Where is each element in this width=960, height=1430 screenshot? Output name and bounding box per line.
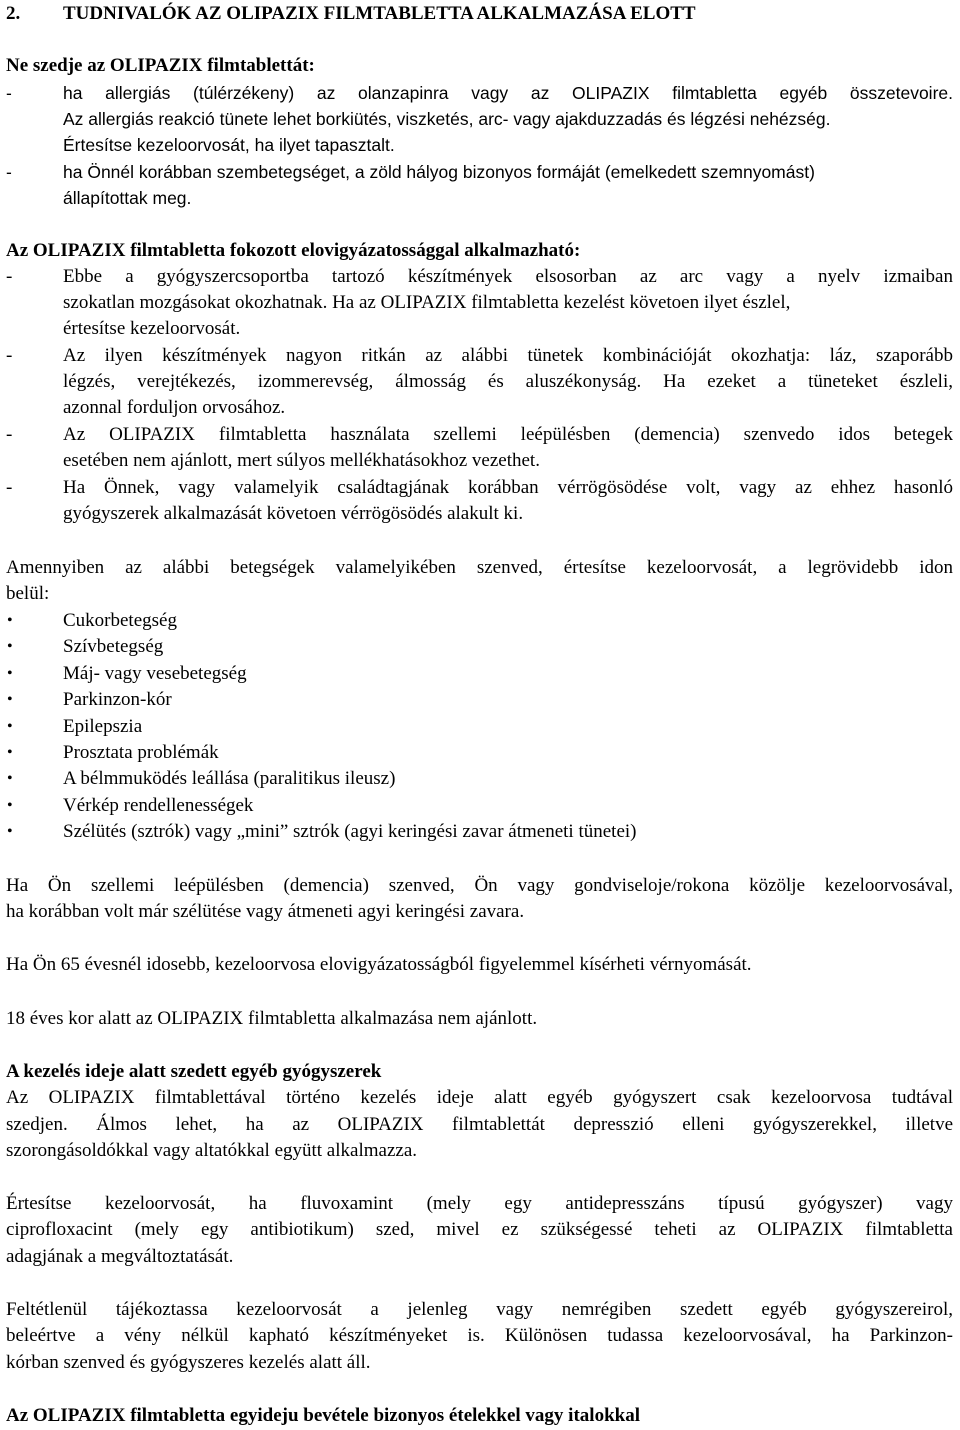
elderly-note: Ha Ön 65 évesnél idosebb, kezeloorvosa elovigyázatosságból figyelemmel kísérheti vérnyomását. xyxy=(6,954,752,975)
bullet-icon: • xyxy=(7,797,13,814)
section-number: 2. xyxy=(6,3,21,24)
condition-item: Máj- vagy vesebetegség xyxy=(63,663,247,684)
caution-item-2-line-3: azonnal forduljon orvosához. xyxy=(63,397,286,418)
not-take-heading: Ne szedje az OLIPAZIX filmtablettát: xyxy=(6,55,315,76)
condition-item: Prosztata problémák xyxy=(63,742,219,763)
other-meds-heading: A kezelés ideje alatt szedett egyéb gyógyszerek xyxy=(6,1061,382,1082)
conditions-intro-line-2: belül: xyxy=(6,583,50,604)
bullet-icon: • xyxy=(7,823,13,840)
condition-item: Szívbetegség xyxy=(63,636,164,657)
dementia-line-2: ha korábban volt már szélütése vagy átmeneti agyi keringési zavara. xyxy=(6,901,525,922)
other-meds-p3-line-3: kórban szenved és gyógyszeres kezelés alatt áll. xyxy=(6,1352,371,1373)
not-take-item-1-line-2: Az allergiás reakció tünete lehet borkiütés, viszketés, arc- vagy ajakduzzadás és légzési nehézség. xyxy=(63,109,831,129)
not-take-item-2-line-1: ha Önnél korábban szembetegséget, a zöld hályog bizonyos formáját (emelkedett szemnyomást) xyxy=(63,162,815,182)
other-meds-p3-line-2: beleértve a vény nélkül kapható készítményeket is. Különösen tudassa kezeloorvosával, ha Parkinzon- xyxy=(6,1325,953,1346)
caution-item-4-line-1: Ha Önnek, vagy valamelyik családtagjának korábban vérrögösödése volt, vagy az ehhez hasonló xyxy=(63,477,953,498)
caution-item-2-line-1: Az ilyen készítmények nagyon ritkán az alábbi tünetek kombinációját okozhatja: láz, szaporább xyxy=(63,345,953,366)
condition-item: Vérkép rendellenességek xyxy=(63,795,254,816)
list-marker: - xyxy=(6,424,13,445)
caution-item-1-line-1: Ebbe a gyógyszercsoportba tartozó készítmények elsosorban az arc vagy a nyelv izmaiban xyxy=(63,266,953,287)
caution-item-1-line-3: értesítse kezeloorvosát. xyxy=(63,318,241,339)
other-meds-p1-line-2: szedjen. Álmos lehet, ha az OLIPAZIX filmtablettát depresszió elleni gyógyszerekkel, illetve xyxy=(6,1114,953,1135)
bullet-icon: • xyxy=(7,612,13,629)
section-header xyxy=(0,0,960,28)
condition-item: A bélmmuködés leállása (paralitikus ileusz) xyxy=(63,768,396,789)
under-18-note: 18 éves kor alatt az OLIPAZIX filmtabletta alkalmazása nem ajánlott. xyxy=(6,1008,538,1029)
caution-item-4-line-2: gyógyszerek alkalmazását követoen vérrögösödés alakult ki. xyxy=(63,503,524,524)
list-marker: - xyxy=(6,345,13,366)
list-marker: - xyxy=(6,162,12,182)
condition-item: Epilepszia xyxy=(63,716,143,737)
other-meds-p2-line-3: adagjának a megváltoztatását. xyxy=(6,1246,234,1267)
condition-item: Szélütés (sztrók) vagy „mini” sztrók (agyi keringési zavar átmeneti tünetei) xyxy=(63,821,637,842)
caution-item-3-line-2: esetében nem ajánlott, mert súlyos mellékhatásokhoz vezethet. xyxy=(63,450,540,471)
list-marker: - xyxy=(6,477,13,498)
caution-item-2-line-2: légzés, verejtékezés, izommerevség, álmosság és aluszékonyság. Ha ezeket a tüneteket észleli, xyxy=(63,371,953,392)
list-marker: - xyxy=(6,266,13,287)
caution-item-3-line-1: Az OLIPAZIX filmtabletta használata szellemi leépülésben (demencia) szenvedo idos betegek xyxy=(63,424,953,445)
not-take-item-2-line-2: állapítottak meg. xyxy=(63,188,192,208)
dementia-line-1: Ha Ön szellemi leépülésben (demencia) szenved, Ön vagy gondviseloje/rokona közölje kezeloorvosával, xyxy=(6,875,953,896)
other-meds-p2-line-1: Értesítse kezeloorvosát, ha fluvoxamint (mely egy antidepresszáns típusú gyógyszer) vagy xyxy=(6,1193,953,1214)
condition-item: Cukorbetegség xyxy=(63,610,177,631)
list-marker: - xyxy=(6,83,12,103)
caution-heading: Az OLIPAZIX filmtabletta fokozott elovigyázatossággal alkalmazható: xyxy=(6,240,581,261)
section-title: TUDNIVALÓK AZ OLIPAZIX FILMTABLETTA ALKALMAZÁSA ELOTT xyxy=(63,3,696,24)
bullet-icon: • xyxy=(7,718,13,735)
other-meds-p1-line-3: szorongásoldókkal vagy altatókkal együtt alkalmazza. xyxy=(6,1140,417,1161)
caution-item-1-line-2: szokatlan mozgásokat okozhatnak. Ha az OLIPAZIX filmtabletta kezelést követoen ilyet észlel, xyxy=(63,292,791,313)
bullet-icon: • xyxy=(7,744,13,761)
not-take-item-1-line-1: ha allergiás (túlérzékeny) az olanzapinra vagy az OLIPAZIX filmtabletta egyéb összetevoire. xyxy=(63,83,953,103)
other-meds-p3-line-1: Feltétlenül tájékoztassa kezeloorvosát a jelenleg vagy nemrégiben szedett egyéb gyógyszereirol, xyxy=(6,1299,953,1320)
food-heading: Az OLIPAZIX filmtabletta egyideju bevétele bizonyos ételekkel vagy italokkal xyxy=(6,1405,640,1426)
bullet-icon: • xyxy=(7,665,13,682)
not-take-item-1-line-3: Értesítse kezeloorvosát, ha ilyet tapasztalt. xyxy=(63,135,395,155)
other-meds-p1-line-1: Az OLIPAZIX filmtablettával történo kezelés ideje alatt egyéb gyógyszert csak kezeloorvosa tudtával xyxy=(6,1087,953,1108)
bullet-icon: • xyxy=(7,770,13,787)
bullet-icon: • xyxy=(7,638,13,655)
other-meds-p2-line-2: ciprofloxacint (mely egy antibiotikum) szed, mivel ez szükségessé teheti az OLIPAZIX filmtabletta xyxy=(6,1219,953,1240)
bullet-icon: • xyxy=(7,691,13,708)
condition-item: Parkinzon-kór xyxy=(63,689,172,710)
conditions-intro-line-1: Amennyiben az alábbi betegségek valamelyikében szenved, értesítse kezeloorvosát, a legrövidebb idon xyxy=(6,557,953,578)
